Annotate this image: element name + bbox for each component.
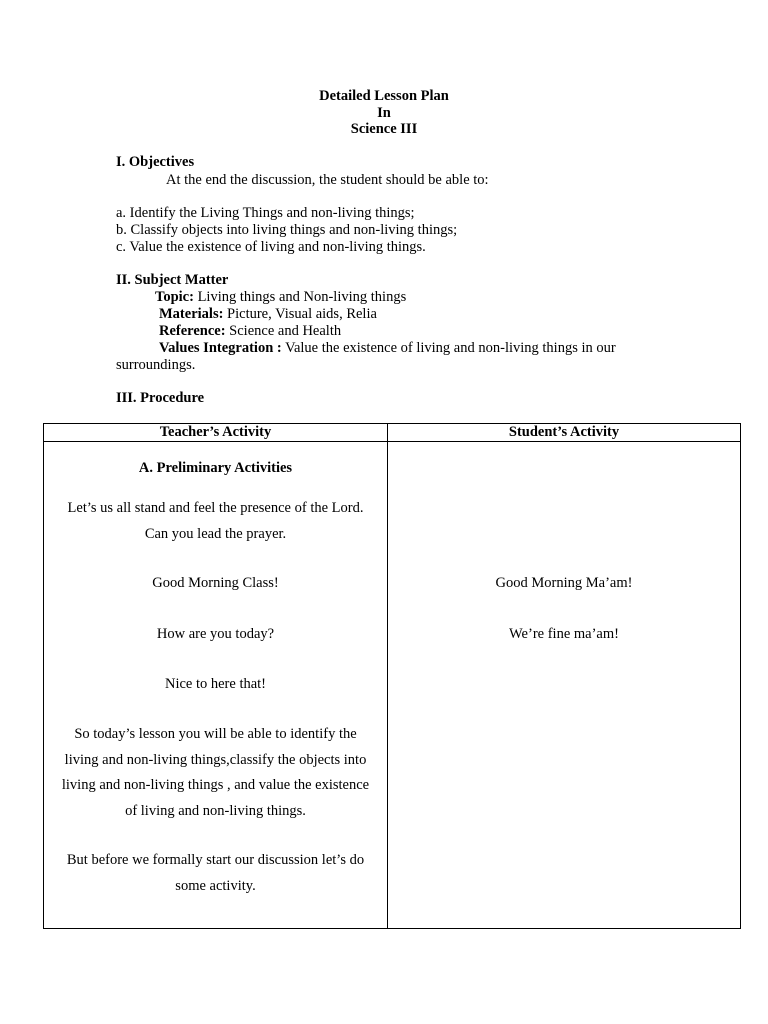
topic-value: Living things and Non-living things [193, 289, 407, 305]
student-line: Good Morning Ma’am! [495, 575, 633, 591]
student-activity-cell [388, 442, 741, 929]
title-line-3: Science III [350, 121, 418, 137]
teacher-line: living and non-living things,classify the objects into [64, 752, 367, 768]
teacher-activity-cell [44, 442, 388, 929]
teacher-line: Let’s us all stand and feel the presence of the Lord. [67, 500, 364, 516]
values-line [159, 340, 616, 357]
values-continuation: surroundings. [116, 357, 196, 373]
subject-matter-heading: II. Subject Matter [116, 272, 229, 288]
values-label: Values Integration : [159, 340, 282, 356]
objective-item-c: c. Value the existence of living and non-living things. [116, 239, 426, 255]
objectives-heading: I. Objectives [116, 154, 195, 170]
title-line-2: In [377, 104, 391, 121]
preliminary-activities-heading: A. Preliminary Activities [138, 460, 293, 476]
student-activity-header: Student’s Activity [388, 424, 741, 442]
table-header-row [44, 424, 741, 442]
title-line-1: Detailed Lesson Plan [319, 88, 449, 104]
materials-line [159, 306, 377, 323]
student-line: We’re fine ma’am! [509, 626, 619, 642]
procedure-table [43, 423, 741, 929]
teacher-activity-header: Teacher’s Activity [44, 424, 388, 442]
teacher-line: Nice to here that! [164, 676, 267, 692]
teacher-line: So today’s lesson you will be able to identify the [74, 726, 357, 742]
reference-line [159, 323, 341, 340]
materials-value: Picture, Visual aids, Relia [223, 306, 377, 322]
teacher-line: living and non-living things , and value the existence [61, 777, 370, 793]
teacher-line: some activity. [175, 878, 256, 894]
materials-label: Materials: [159, 306, 224, 322]
reference-label: Reference: [159, 323, 226, 339]
objective-item-a: a. Identify the Living Things and non-living things; [116, 205, 415, 221]
values-value: Value the existence of living and non-living things in our [281, 340, 616, 356]
topic-line [155, 289, 406, 306]
teacher-line: Can you lead the prayer. [144, 526, 287, 542]
teacher-line: of living and non-living things. [125, 803, 306, 819]
objective-item-b: b. Classify objects into living things and non-living things; [116, 222, 458, 238]
topic-label: Topic: [155, 289, 194, 305]
teacher-line: How are you today? [156, 626, 275, 642]
procedure-heading: III. Procedure [116, 390, 205, 406]
teacher-line: Good Morning Class! [152, 575, 279, 591]
document-title [0, 88, 768, 138]
reference-value: Science and Health [225, 323, 342, 339]
table-row [44, 442, 741, 929]
teacher-line: But before we formally start our discussion let’s do [66, 852, 365, 868]
objectives-intro: At the end the discussion, the student should be able to: [166, 172, 489, 188]
